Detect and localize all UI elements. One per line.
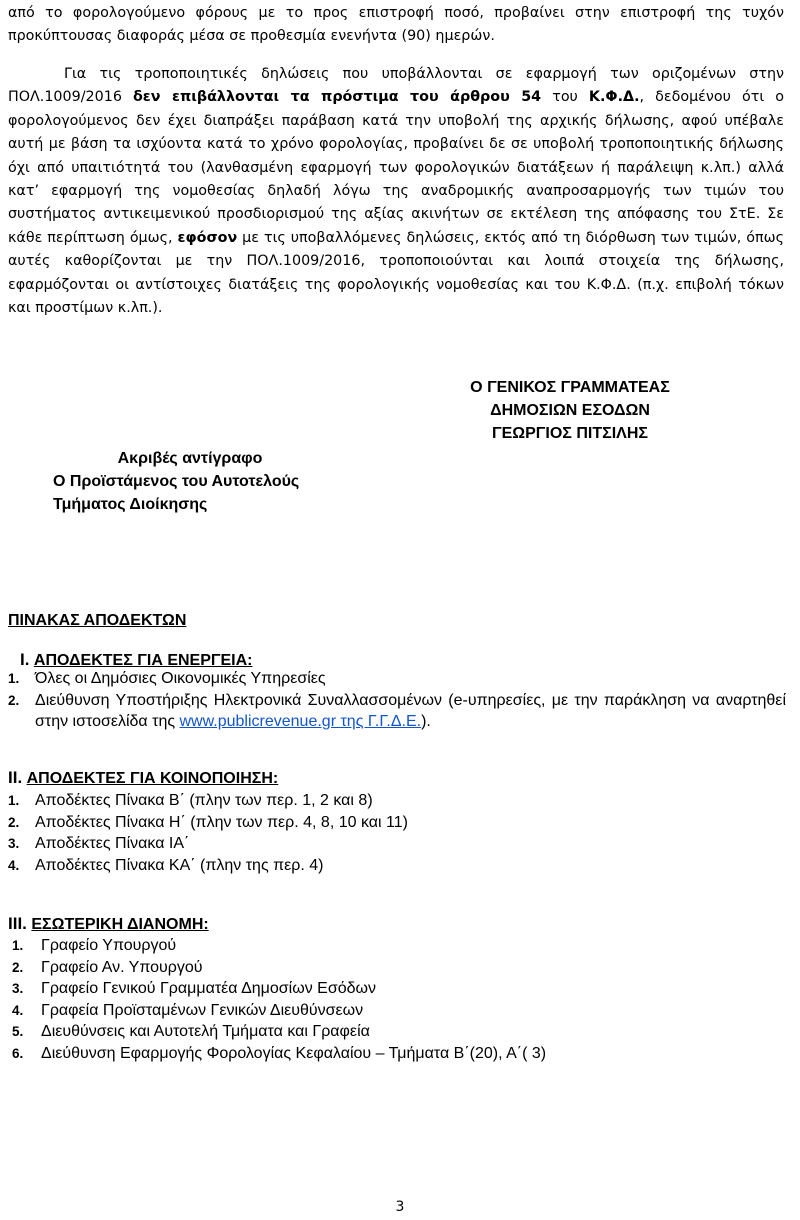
- item-number: 4.: [12, 1002, 24, 1018]
- item-number: 2.: [8, 692, 20, 708]
- section-title-internal-distribution: [8, 914, 209, 934]
- section-heading: ΕΣΩΤΕΡΙΚΗ ΔΙΑΝΟΜΗ:: [31, 916, 209, 933]
- list-item: [12, 935, 712, 957]
- bold-provided-word: εφόσον: [177, 229, 238, 246]
- recipients-action-list: [8, 668, 786, 733]
- section-number: III.: [8, 914, 27, 933]
- recipients-notification-list: [8, 790, 608, 876]
- section-heading: ΑΠΟΔΕΚΤΕΣ ΓΙΑ ΚΟΙΝΟΠΟΙΗΣΗ:: [26, 770, 279, 787]
- list-item: [8, 668, 786, 690]
- page-number: 3: [395, 1199, 405, 1215]
- item-text: Γραφείο Υπουργού: [41, 937, 177, 954]
- paragraph-text: του: [541, 89, 589, 106]
- paragraph-refund: από το φορολογούμενο φόρους με το προς επιστροφή ποσό, προβαίνει στην επιστροφή της τυχόν προκύπτουσας διαφοράς μέσα σε προθεσμία ενενήντα (90) ημερών.: [8, 5, 784, 45]
- list-item: [8, 833, 608, 855]
- section-title-notification: [8, 768, 278, 788]
- signature-block-true-copy: [40, 447, 340, 516]
- list-item: [12, 1021, 712, 1043]
- item-text: Γραφείο Γενικού Γραμματέα Δημοσίων Εσόδων: [41, 980, 376, 997]
- item-number: 5.: [12, 1024, 24, 1039]
- item-number: 1.: [8, 671, 20, 686]
- item-text: Αποδέκτες Πίνακα ΙΑ΄: [35, 835, 190, 852]
- bold-kfd-abbreviation: Κ.Φ.Δ.: [588, 89, 640, 106]
- true-copy-department: Τμήματος Διοίκησης: [53, 496, 208, 513]
- item-number: 1.: [12, 938, 24, 953]
- list-item: [12, 1043, 712, 1065]
- item-text: Γραφεία Προϊσταμένων Γενικών Διευθύνσεων: [41, 1001, 364, 1019]
- item-text: Γραφείο Αν. Υπουργού: [41, 958, 203, 976]
- item-number: 6.: [12, 1045, 24, 1061]
- item-text-part: Διεύθυνση Υποστήριξης Ηλεκτρονικά Συναλλασσομένων (e-υπηρεσίες, με την παράκληση να αναρτηθεί στην ιστοσελίδα της: [35, 691, 786, 730]
- item-text: Διευθύνσεις και Αυτοτελή Τμήματα και Γραφεία: [41, 1023, 370, 1040]
- list-item: [8, 812, 608, 834]
- paragraph-amending-returns: [8, 63, 784, 320]
- list-item: [12, 957, 712, 979]
- paragraph-text: , δεδομένου ότι ο φορολογούμενος δεν έχει διαπράξει παράβαση κατά την υποβολή της αρχικής δήλωσης, αφού υπέβαλε αυτή με βάση τα ισχύοντα κατά το χρόνο φορολογίας, προβαίνει δε σε υποβολή τροποποιητικής δήλωσης όχι από υπαιτιότητά του (λανθασμένη εφαρμογή των φορολογικών διατάξεων ή παράλειψη κ.λπ.) αλλά κατ’ εφαρμογή της νομοθεσίας δηλαδή λόγω της αναδρομικής αναπροσαρμογής των τιμών του συστήματος αντικειμενικού προσδιορισμού της αξίας ακινήτων σε εκτέλεση της απόφασης του ΣτΕ. Σε κάθε περίπτωση όμως,: [8, 89, 784, 246]
- item-number: 3.: [12, 981, 24, 996]
- list-item: [12, 1000, 712, 1022]
- item-text: Αποδέκτες Πίνακα Η΄ (πλην των περ. 4, 8, 10 και 11): [35, 813, 408, 831]
- true-copy-label: Ακριβές αντίγραφο: [117, 450, 263, 467]
- recipients-table-title: ΠΙΝΑΚΑΣ ΑΠΟΔΕΚΤΩΝ: [8, 612, 187, 629]
- item-text: Αποδέκτες Πίνακα Β΄ (πλην των περ. 1, 2 και 8): [35, 792, 373, 809]
- internal-distribution-list: [12, 935, 712, 1064]
- bold-penalties-phrase: δεν επιβάλλονται τα πρόστιμα του άρθρου 54: [132, 89, 542, 106]
- signature-block-secretary-general: [440, 376, 700, 445]
- paragraph-text: με τις υποβαλλόμενες δηλώσεις, εκτός από τη διόρθωση των τιμών, όπως αυτές καθορίζονται με την ΠΟΛ.1009/2016, τροποποιούνται και λοιπά στοιχεία της δήλωσης, εφαρμόζονται οι αντίστοιχες διατάξεις της φορολογικής νομοθεσίας και του Κ.Φ.Δ. (π.χ. επιβολή τόκων και προστίμων κ.λπ.).: [8, 229, 784, 317]
- signature-title: Ο ΓΕΝΙΚΟΣ ΓΡΑΜΜΑΤΕΑΣ: [470, 379, 670, 396]
- item-number: 2.: [8, 814, 20, 830]
- section-number: II.: [8, 768, 23, 787]
- item-text-part: ).: [421, 713, 431, 730]
- item-number: 3.: [8, 836, 20, 851]
- publicrevenue-link[interactable]: www.publicrevenue.gr της Γ.Γ.Δ.Ε.: [179, 713, 422, 730]
- list-item: [12, 978, 712, 1000]
- item-text: [8, 690, 786, 733]
- item-text: Όλες οι Δημόσιες Οικονομικές Υπηρεσίες: [35, 670, 326, 687]
- true-copy-role: Ο Προϊστάμενος του Αυτοτελούς: [53, 473, 300, 490]
- section-number: I.: [20, 650, 30, 669]
- signature-department: ΔΗΜΟΣΙΩΝ ΕΣΟΔΩΝ: [490, 402, 650, 419]
- list-item: [8, 855, 608, 877]
- signature-name: ΓΕΩΡΓΙΟΣ ΠΙΤΣΙΛΗΣ: [492, 425, 648, 442]
- list-item: [8, 790, 608, 812]
- item-text: Διεύθυνση Εφαρμογής Φορολογίας Κεφαλαίου – Τμήματα Β΄(20), Α΄( 3): [41, 1044, 547, 1062]
- item-text: Αποδέκτες Πίνακα ΚΑ΄ (πλην της περ. 4): [35, 856, 324, 874]
- item-number: 4.: [8, 857, 20, 873]
- paragraph-text: Για τις τροποποιητικές δηλώσεις που υποβάλλονται σε εφαρμογή των οριζομένων στην ΠΟΛ.1009/2016: [8, 66, 784, 106]
- list-item: [8, 690, 786, 733]
- section-title-action: [20, 650, 253, 670]
- item-number: 2.: [12, 959, 24, 975]
- section-heading: ΑΠΟΔΕΚΤΕΣ ΓΙΑ ΕΝΕΡΓΕΙΑ:: [33, 652, 253, 669]
- item-number: 1.: [8, 793, 20, 808]
